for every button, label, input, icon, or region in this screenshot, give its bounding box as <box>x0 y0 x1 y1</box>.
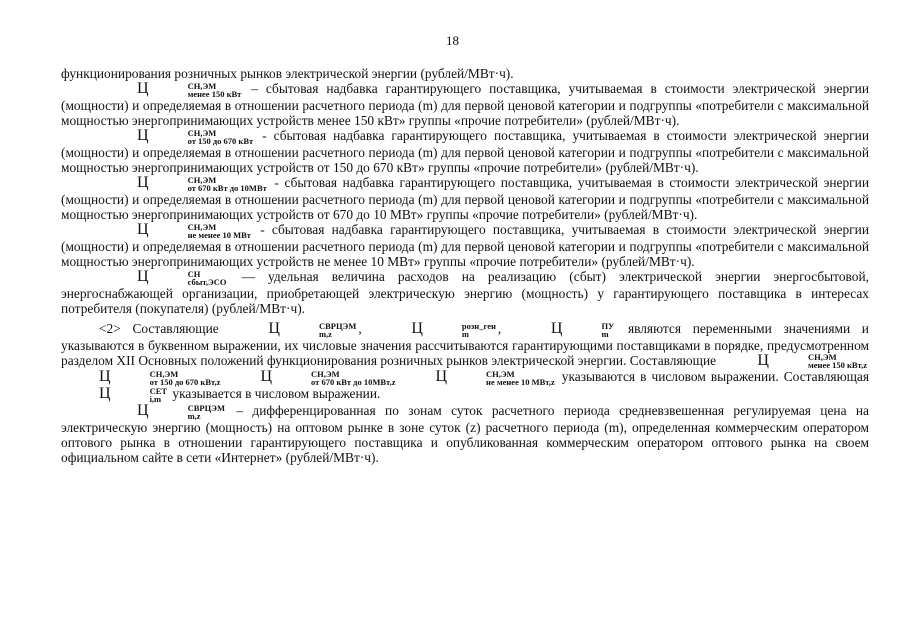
definition-paragraph <box>61 269 869 316</box>
formula-symbol: Ц СН,ЭМ от 670 кВт до 10МВт <box>137 173 267 193</box>
footnote-lead: <2> Составляющие <box>99 320 231 336</box>
formula-symbol: Ц СН,ЭМ менее 150 кВт,z <box>757 351 867 371</box>
formula-symbol: Ц СН,ЭМ от 670 кВт до 10МВт,z <box>260 368 396 388</box>
formula-symbol: Ц розн_ген m <box>411 319 496 339</box>
formula-symbol: Ц СВРЦЭМ m,z <box>268 319 357 339</box>
footnote-paragraph: <2> Составляющие Ц СВРЦЭМ m,z , Ц розн_ген m , Ц ПУ m являются переменными значениями и указываются в буквенном выражении, их числовые значения рассчитываются гарантирующими поставщиками в порядке, предусмотренном разделом XII Основных положений функционирования розничных рынков электрической энергии. Составляющие Ц СН,ЭМ менее 150 кВт,z Ц СН,ЭМ от 150 до 670 кВт,z Ц СН,ЭМ от 670 кВт до 10МВт,z Ц СН,ЭМ не менее 10 МВт,z указываются в числовом выражении. Составляющая Ц СЕТ i,m указывается в числовом выражении. <box>61 319 869 405</box>
intro-line: функционирования розничных рынков электрической энергии (рублей/МВт·ч). <box>61 66 514 81</box>
definition-paragraph <box>61 222 869 269</box>
formula-symbol: Ц СН,ЭМ менее 150 кВт <box>137 80 242 99</box>
footnote-text: указывается в числовом выражении. <box>169 386 381 402</box>
document-body <box>61 66 869 465</box>
definition-text: - сбытовая надбавка гарантирующего поставщика, учитываемая в стоимости электрической энергии (мощности) и определяемая в отношении расчетного периода (m) для первой ценовой категории и подгруппы «потребители с максимальной мощностью энергопринимающих устройств от 670 до 10 МВт» группы «прочие потребители» (рублей/МВт·ч). <box>61 174 869 222</box>
formula-symbol: Ц СН,ЭМ не менее 10 МВт <box>137 220 251 240</box>
definition-text: – сбытовая надбавка гарантирующего поставщика, учитываемая в стоимости электрической энергии (мощности) и определяемая в отношении расчетного периода (m) для первой ценовой категории и подгруппы «потребители с максимальной мощностью энергопринимающих устройств менее 150 кВт» группы «прочие потребители» (рублей/МВт·ч). <box>61 81 869 128</box>
formula-symbol: Ц СН,ЭМ от 150 до 670 кВт <box>137 126 254 146</box>
formula-symbol: Ц СВРЦЭМ m,z <box>137 402 225 422</box>
definition-paragraph <box>61 175 869 222</box>
formula-symbol: Ц СН сбыт,ЭСО <box>137 267 227 287</box>
definition-paragraph <box>61 81 869 128</box>
definition-text: - сбытовая надбавка гарантирующего поставщика, учитываемая в стоимости электрической энергии (мощности) и определяемая в отношении расчетного периода (m) для первой ценовой категории и подгруппы «потребители с максимальной мощностью энергопринимающих устройств от 150 до 670 кВт» группы «прочие потребители» (рублей/МВт·ч). <box>61 127 869 175</box>
footnote-text: являются переменными значениями и указываются в буквенном выражении, их числовые значения рассчитываются гарантирующими поставщиками в порядке, предусмотренном разделом XII Основных положений функционирования розничных рынков электрической энергии. Составляющие <box>61 320 869 368</box>
formula-symbol: Ц СН,ЭМ от 150 до 670 кВт,z <box>99 368 221 388</box>
definition-paragraph <box>61 128 869 175</box>
definition-text: - сбытовая надбавка гарантирующего поставщика, учитываемая в стоимости электрической энергии (мощности) и определяемая в отношении расчетного периода (m) для первой ценовой категории и подгруппы «потребители с максимальной мощностью энергопринимающих устройств не менее 10 МВт» группы «прочие потребители» (рублей/МВт·ч). <box>61 221 869 269</box>
formula-symbol: Ц ПУ m <box>550 319 615 339</box>
definition-text: — удельная величина расходов на реализацию (сбыт) электрической энергии энергосбытовой, энергоснабжающей организации, приобретающей электрическую энергию (мощность) у гарантирующего поставщика в интересах потребителя (покупателя) (рублей/МВт·ч). <box>61 268 869 316</box>
definition-paragraph <box>61 403 869 465</box>
formula-symbol: Ц СЕТ i,m <box>99 385 168 405</box>
footnote-text: указываются в числовом выражении. Составляющая <box>556 369 869 385</box>
definition-text: – дифференцированная по зонам суток расчетного периода средневзвешенная регулируемая цена на электрическую энергию (мощность) на оптовом рынке в зоне суток (z) расчетного периода (m), определенная коммерческим оператором оптового рынка в отношении гарантирующего поставщика и опубликованная коммерческим оператором оптового рынка на своем официальном сайте в сети «Интернет» (рублей/МВт·ч). <box>61 403 869 466</box>
formula-symbol: Ц СН,ЭМ не менее 10 МВт,z <box>435 368 555 388</box>
page-number: 18 <box>446 33 459 48</box>
